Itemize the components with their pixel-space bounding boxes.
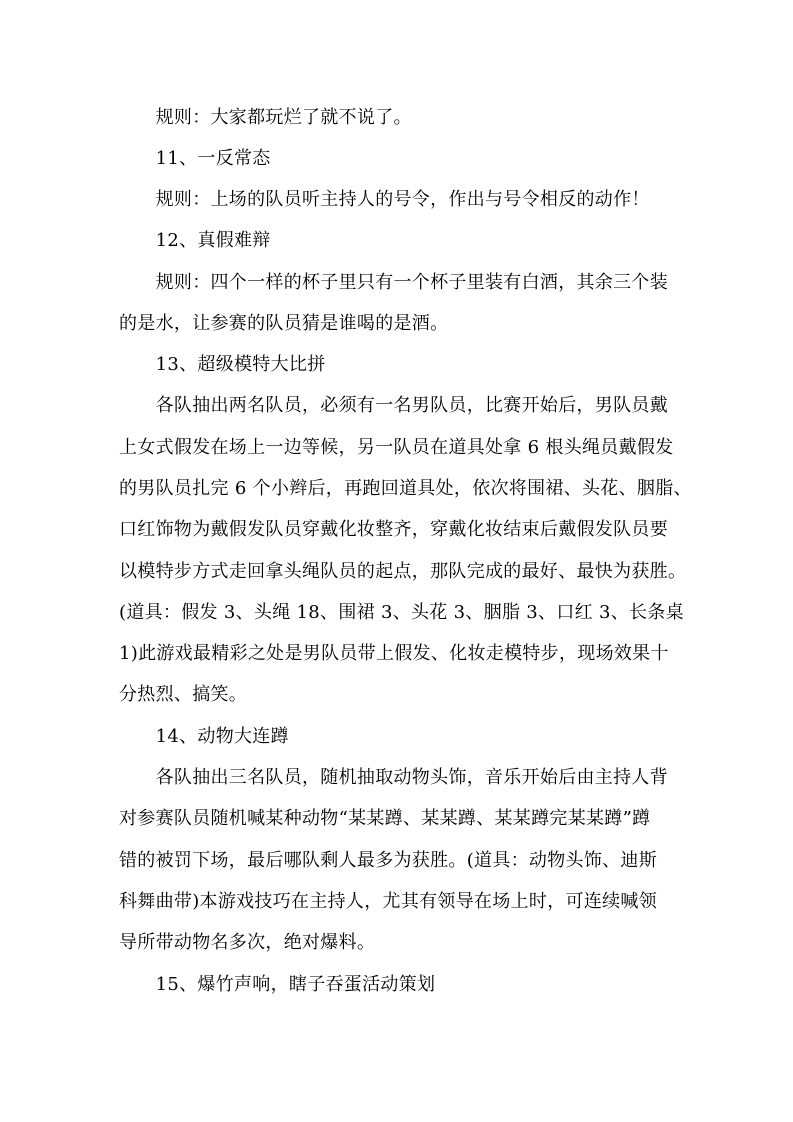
text-line: 对参赛队员随机喊某种动物“某某蹲、某某蹲、某某蹲完某某蹲”蹲 (119, 808, 651, 829)
text-line: (道具：假发 3、头绳 18、围裙 3、头花 3、胭脂 3、口红 3、长条桌 (119, 602, 684, 623)
text-line: 导所带动物名多次，绝对爆料。 (119, 932, 376, 953)
text-line: 的是水，让参赛的队员猜是谁喝的是酒。 (119, 313, 449, 334)
text-line: 以模特步方式走回拿头绳队员的起点，那队完成的最好、最快为获胜。 (119, 561, 687, 582)
section-heading: 14、动物大连蹲 (119, 726, 289, 747)
text-line: 规则：四个一样的杯子里只有一个杯子里装有白酒，其余三个装 (119, 272, 668, 293)
text-line: 1)此游戏最精彩之处是男队员带上假发、化妆走模特步，现场效果十 (119, 643, 669, 664)
section-heading: 15、爆竹声响，瞎子吞蛋活动策划 (119, 974, 436, 995)
section-heading: 13、超级模特大比拼 (119, 354, 326, 375)
text-line: 规则：上场的队员听主持人的号令，作出与号令相反的动作！ (119, 189, 650, 210)
text-line: 错的被罚下场，最后哪队剩人最多为获胜。(道具：动物头饰、迪斯 (119, 850, 658, 871)
text-line: 的男队员扎完 6 个小辫后，再跑回道具处，依次将围裙、头花、胭脂、 (119, 478, 692, 499)
text-line: 各队抽出两名队员，必须有一名男队员，比赛开始后，男队员戴 (119, 395, 668, 416)
section-heading: 12、真假难辩 (119, 230, 271, 251)
text-line: 上女式假发在场上一边等候，另一队员在道具处拿 6 根头绳员戴假发 (119, 437, 674, 458)
text-line: 口红饰物为戴假发队员穿戴化妆整齐，穿戴化妆结束后戴假发队员要 (119, 519, 668, 540)
section-heading: 11、一反常态 (119, 148, 271, 169)
text-line: 各队抽出三名队员，随机抽取动物头饰，音乐开始后由主持人背 (119, 767, 668, 788)
text-line: 分热烈、搞笑。 (119, 684, 248, 705)
text-line: 规则：大家都玩烂了就不说了。 (119, 107, 412, 128)
text-line: 科舞曲带)本游戏技巧在主持人，尤其有领导在场上时，可连续喊领 (119, 891, 658, 912)
